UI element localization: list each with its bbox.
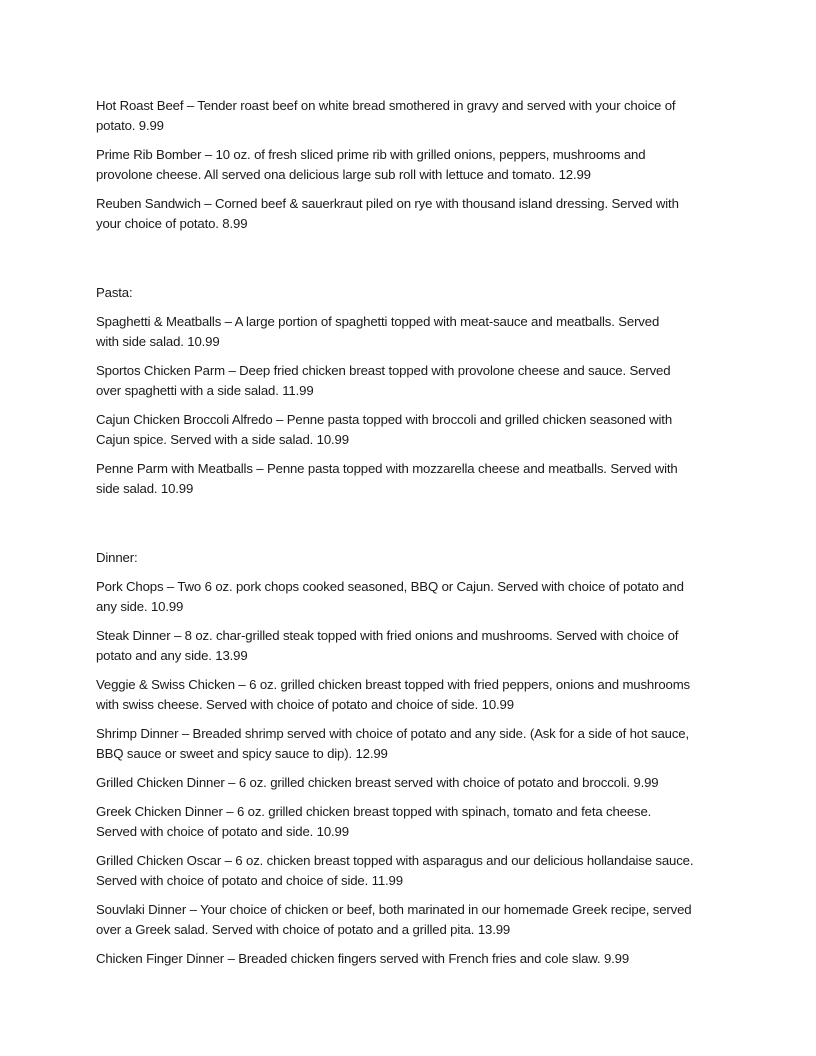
menu-item xyxy=(96,577,736,617)
menu-item-line: potato and any side. 13.99 xyxy=(96,648,248,663)
menu-item-line: Steak Dinner – 8 oz. char-grilled steak topped with fried onions and mushrooms. Served with choice of xyxy=(96,628,679,643)
section-spacer xyxy=(96,243,736,283)
menu-item xyxy=(96,459,736,499)
menu-item-line: Hot Roast Beef – Tender roast beef on white bread smothered in gravy and served with your choice of xyxy=(96,98,676,113)
section-heading: Pasta: xyxy=(96,285,133,300)
menu-item xyxy=(96,361,736,401)
menu-item-line: BBQ sauce or sweet and spicy sauce to dip). 12.99 xyxy=(96,746,388,761)
menu-item-line: Shrimp Dinner – Breaded shrimp served with choice of potato and any side. (Ask for a side of hot sauce, xyxy=(96,726,689,741)
menu-item-line: potato. 9.99 xyxy=(96,118,164,133)
menu-item-line: Sportos Chicken Parm – Deep fried chicken breast topped with provolone cheese and sauce. Served xyxy=(96,363,671,378)
menu-item-line: Grilled Chicken Oscar – 6 oz. chicken breast topped with asparagus and our delicious hollandaise sauce. xyxy=(96,853,694,868)
section-pasta xyxy=(96,283,736,499)
menu-item xyxy=(96,96,736,136)
menu-item-line: Reuben Sandwich – Corned beef & sauerkraut piled on rye with thousand island dressing. Served with xyxy=(96,196,679,211)
section-heading: Dinner: xyxy=(96,550,138,565)
menu-item-line: Greek Chicken Dinner – 6 oz. grilled chicken breast topped with spinach, tomato and feta cheese. xyxy=(96,804,652,819)
menu-item-line: Chicken Finger Dinner – Breaded chicken fingers served with French fries and cole slaw. 9.99 xyxy=(96,951,630,966)
menu-item-line: Served with choice of potato and side. 10.99 xyxy=(96,824,349,839)
menu-item-line: with swiss cheese. Served with choice of potato and choice of side. 10.99 xyxy=(96,697,514,712)
menu-item-line: over spaghetti with a side salad. 11.99 xyxy=(96,383,314,398)
menu-item-line: Souvlaki Dinner – Your choice of chicken or beef, both marinated in our homemade Greek recipe, served xyxy=(96,902,692,917)
menu-item-line: Penne Parm with Meatballs – Penne pasta topped with mozzarella cheese and meatballs. Served with xyxy=(96,461,678,476)
section-sandwiches xyxy=(96,96,736,234)
menu-item xyxy=(96,626,736,666)
menu-item-line: Cajun spice. Served with a side salad. 10.99 xyxy=(96,432,349,447)
menu-item xyxy=(96,145,736,185)
menu-item-line: provolone cheese. All served ona delicious large sub roll with lettuce and tomato. 12.99 xyxy=(96,167,591,182)
menu-item-line: Spaghetti & Meatballs – A large portion of spaghetti topped with meat-sauce and meatballs. Served xyxy=(96,314,660,329)
menu-item xyxy=(96,851,736,891)
menu-item-line: Prime Rib Bomber – 10 oz. of fresh sliced prime rib with grilled onions, peppers, mushrooms and xyxy=(96,147,646,162)
menu-page xyxy=(96,96,736,978)
menu-item-line: with side salad. 10.99 xyxy=(96,334,220,349)
menu-item-line: Cajun Chicken Broccoli Alfredo – Penne pasta topped with broccoli and grilled chicken seasoned with xyxy=(96,412,673,427)
menu-item xyxy=(96,194,736,234)
section-spacer xyxy=(96,508,736,548)
menu-item xyxy=(96,312,736,352)
menu-item-line: Pork Chops – Two 6 oz. pork chops cooked seasoned, BBQ or Cajun. Served with choice of potato and xyxy=(96,579,684,594)
menu-item xyxy=(96,900,736,940)
section-dinner xyxy=(96,548,736,969)
menu-item-line: your choice of potato. 8.99 xyxy=(96,216,248,231)
menu-item xyxy=(96,724,736,764)
menu-item-line: side salad. 10.99 xyxy=(96,481,194,496)
menu-item-line: Veggie & Swiss Chicken – 6 oz. grilled chicken breast topped with fried peppers, onions and mushrooms xyxy=(96,677,691,692)
menu-item xyxy=(96,949,736,969)
menu-item-line: any side. 10.99 xyxy=(96,599,184,614)
menu-item xyxy=(96,410,736,450)
menu-item-line: Served with choice of potato and choice of side. 11.99 xyxy=(96,873,403,888)
menu-item xyxy=(96,675,736,715)
menu-item-line: over a Greek salad. Served with choice of potato and a grilled pita. 13.99 xyxy=(96,922,511,937)
menu-item xyxy=(96,802,736,842)
menu-item xyxy=(96,773,736,793)
menu-item-line: Grilled Chicken Dinner – 6 oz. grilled chicken breast served with choice of potato and broccoli. 9.99 xyxy=(96,775,659,790)
